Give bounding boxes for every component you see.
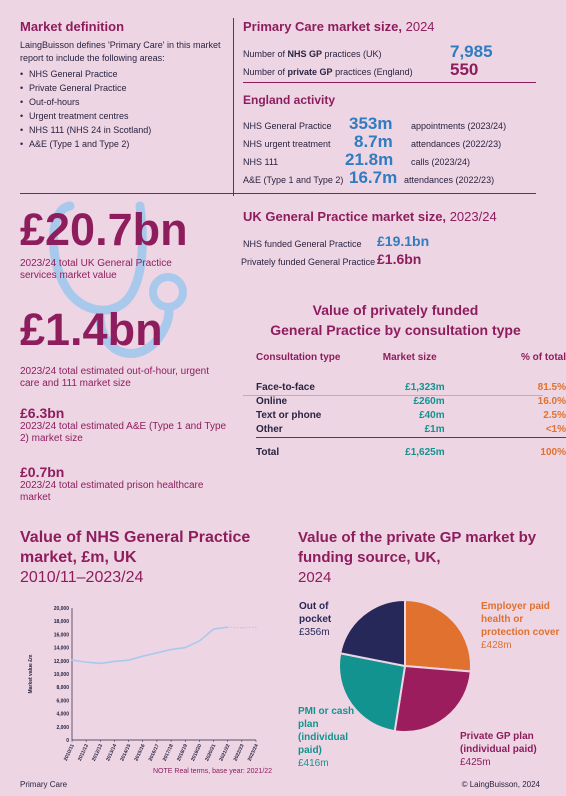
big-stat-value: £6.3bn <box>20 405 65 421</box>
uk-gp-market-size <box>243 209 543 270</box>
nhs-funded-gp-value: £19.1bn <box>377 233 430 249</box>
data-point <box>100 663 101 664</box>
market-size-row-label: Number of private GP practices (England) <box>243 67 413 77</box>
data-point <box>241 627 242 628</box>
line-chart-note: NOTE Real terms, base year: 2021/22 <box>153 768 273 775</box>
series-line <box>72 627 228 663</box>
list-item: • Out-of-hours <box>20 95 225 109</box>
x-tick-label: 2014/15 <box>119 743 133 763</box>
uk-gp-year: 2023/24 <box>449 209 497 224</box>
x-tick-label: 2010/11 <box>62 743 76 762</box>
column-header: % of total <box>521 352 566 363</box>
nhs-gp-market-line-chart <box>20 600 273 778</box>
y-tick-label: 12,000 <box>53 658 69 665</box>
y-tick-label: 2,000 <box>56 724 69 731</box>
activity-row: NHS urgent treatment 8.7m attendances (2022/23) <box>243 132 502 151</box>
uk-gp-heading: UK General Practice market size, <box>243 209 447 224</box>
pie-slice <box>395 666 471 732</box>
private-funded-gp-value: £1.6bn <box>377 251 422 267</box>
x-tick-label: 2017/18 <box>161 743 175 763</box>
market-size-row-label: Number of NHS GP practices (UK) <box>243 49 382 59</box>
data-point <box>227 627 228 628</box>
y-tick-label: 20,000 <box>53 606 69 612</box>
big-stat-value: £0.7bn <box>20 464 65 480</box>
table-row-total: Total £1,625m 100% <box>256 438 566 461</box>
x-tick-label: 2015/16 <box>133 743 147 763</box>
data-point <box>156 652 157 653</box>
market-size-year: 2024 <box>405 19 435 34</box>
pie-label-employer: Employer paid health or protection cover £428m <box>481 601 560 651</box>
list-item: • Private General Practice <box>20 81 225 95</box>
pie-chart-title: Value of the private GP market by funding source, UK, 2024 <box>298 529 537 586</box>
list-item: • A&E (Type 1 and Type 2) <box>20 137 225 151</box>
divider <box>233 18 234 196</box>
data-point <box>185 647 186 648</box>
big-stat-value: £1.4bn <box>20 304 163 355</box>
table-row: Text or phone £40m 2.5% <box>256 410 566 421</box>
pie-label-private-gp-plan: Private GP plan (individual paid) £425m <box>460 731 537 768</box>
list-item: • Urgent treatment centres <box>20 109 225 123</box>
y-tick-label: 14,000 <box>53 645 69 652</box>
x-tick-label: 2022/23 <box>232 743 246 763</box>
list-item: • NHS General Practice <box>20 67 225 81</box>
x-tick-label: 2023/24 <box>246 743 260 763</box>
x-tick-label: 2020/21 <box>204 743 218 763</box>
y-tick-label: 0 <box>66 738 69 744</box>
market-size-section <box>243 19 543 80</box>
activity-row: NHS General Practice 353m appointments (2023/24) <box>243 114 507 133</box>
uk-gp-row-label: Privately funded General Practice <box>241 257 376 267</box>
x-tick-label: 2011/12 <box>77 743 90 762</box>
divider <box>243 395 543 396</box>
y-tick-label: 16,000 <box>53 632 69 639</box>
market-definition-heading: Market definition <box>20 19 125 34</box>
market-definition-list <box>20 67 225 151</box>
x-tick-label: 2012/13 <box>91 743 105 763</box>
data-point <box>213 629 214 630</box>
column-header: Consultation type <box>256 352 341 363</box>
activity-row: NHS 111 21.8m calls (2023/24) <box>243 150 471 169</box>
data-point <box>255 627 256 628</box>
x-tick-label: 2021/22 <box>218 743 232 763</box>
private-gp-practices-value: 550 <box>450 60 479 79</box>
big-stat-urgent-care <box>20 302 240 390</box>
data-point <box>128 660 129 661</box>
data-point <box>114 661 115 662</box>
big-stat-ae <box>20 405 240 445</box>
pie-slice <box>405 600 471 672</box>
big-stat-total-gp <box>20 202 240 282</box>
market-definition-intro: LaingBuisson defines 'Primary Care' in this market report to include the following areas: <box>20 40 221 63</box>
big-stat-desc: 2023/24 total estimated A&E (Type 1 and Type 2) market size <box>20 421 227 444</box>
table-row: Other £1m <1% <box>256 424 566 435</box>
nhs-gp-practices-value: 7,985 <box>450 42 493 61</box>
data-point <box>170 649 171 650</box>
consultation-title: Value of privately funded General Practice by consultation type <box>270 302 521 338</box>
data-point <box>86 662 87 663</box>
x-tick-label: 2018/19 <box>175 743 190 763</box>
market-size-heading: Primary Care market size, <box>243 19 402 34</box>
pie-label-pmi: PMI or cash plan (individual paid) £416m <box>298 706 355 769</box>
uk-gp-row-label: NHS funded General Practice <box>243 239 362 249</box>
y-tick-label: 6,000 <box>56 698 69 705</box>
x-tick-label: 2013/14 <box>105 743 119 763</box>
pie-label-out-of-pocket: Out of pocket £356m <box>299 601 332 638</box>
footer-left: Primary Care <box>20 780 68 789</box>
table-row: Online £260m 16.0% <box>256 396 566 407</box>
big-stat-desc: 2023/24 total estimated prison healthcare market <box>20 480 204 503</box>
data-point <box>71 660 72 661</box>
table-row: Face-to-face £1,323m 81.5% <box>256 382 566 393</box>
big-stat-value: £20.7bn <box>20 204 188 255</box>
data-point <box>199 640 200 641</box>
y-axis-label: Market value £m <box>28 654 34 694</box>
x-tick-label: 2019/20 <box>190 743 204 763</box>
list-item: • NHS 111 (NHS 24 in Scotland) <box>20 123 225 137</box>
big-stat-desc: 2023/24 total UK General Practice services market value <box>20 258 172 281</box>
y-tick-label: 8,000 <box>56 685 69 692</box>
y-tick-label: 4,000 <box>56 711 69 718</box>
divider <box>20 193 536 194</box>
consultation-table <box>256 352 566 460</box>
big-stat-prison <box>20 464 240 504</box>
activity-row: A&E (Type 1 and Type 2) 16.7m attendances (2022/23) <box>243 168 495 187</box>
england-activity <box>243 93 543 193</box>
y-tick-label: 10,000 <box>53 672 69 678</box>
england-activity-heading: England activity <box>243 93 336 107</box>
x-tick-label: 2016/17 <box>147 743 161 763</box>
data-point <box>142 656 143 657</box>
market-definition <box>20 19 225 151</box>
y-tick-label: 18,000 <box>53 619 69 626</box>
line-chart-title: Value of NHS General Practice market, £m, UK 2010/11–2023/24 <box>20 529 251 586</box>
column-header: Market size <box>382 352 437 363</box>
divider <box>243 82 536 83</box>
big-stat-desc: 2023/24 total estimated out-of-hour, urgent care and 111 market size <box>20 366 210 389</box>
footer-right: © LaingBuisson, 2024 <box>461 780 540 789</box>
